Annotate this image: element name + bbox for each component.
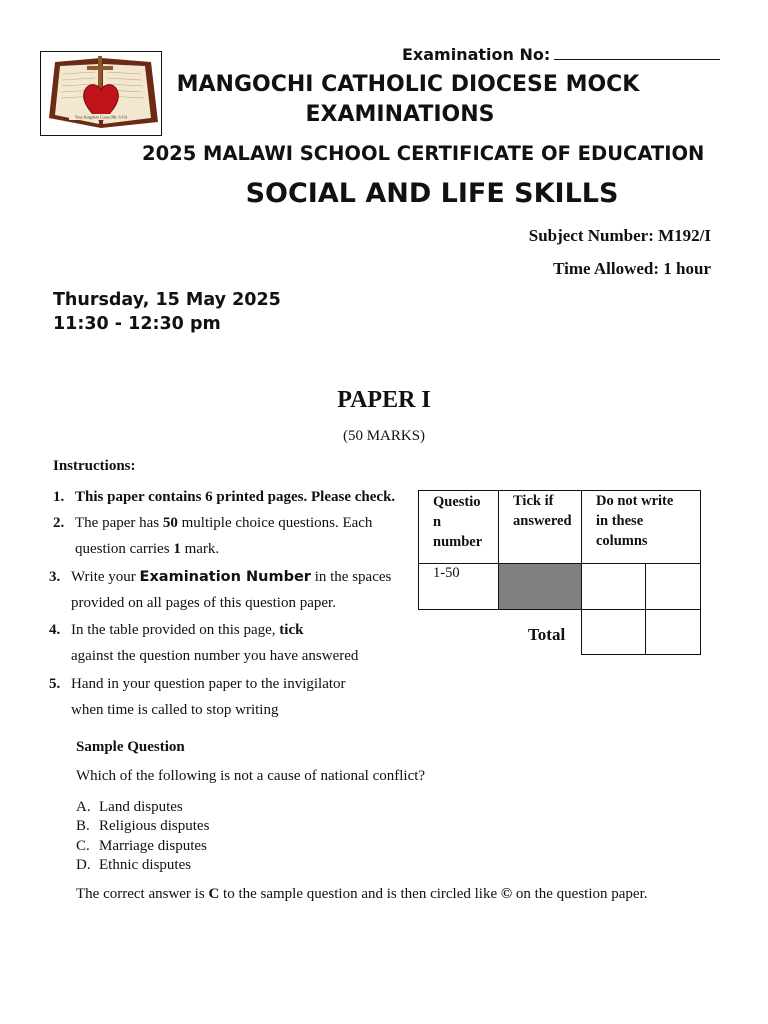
certificate-title: 2025 MALAWI SCHOOL CERTIFICATE OF EDUCATION bbox=[142, 142, 705, 165]
instruction-text: mark. bbox=[180, 541, 220, 557]
option-b bbox=[76, 817, 209, 836]
option-a bbox=[76, 798, 209, 817]
instruction-number: 2. bbox=[53, 515, 65, 531]
header-text: n bbox=[433, 514, 442, 530]
note-text: The correct answer is bbox=[76, 886, 209, 902]
instruction-bold: 50 bbox=[162, 515, 178, 531]
total-cell bbox=[582, 610, 646, 655]
note-text: to the sample question and is then circled like bbox=[219, 886, 501, 902]
instruction-number: 5. bbox=[49, 676, 61, 692]
instruction-continuation: against the question number you have answered bbox=[71, 648, 359, 664]
instruction-text: In the table provided on this page, bbox=[71, 622, 280, 638]
instruction-item bbox=[53, 510, 398, 562]
instruction-bold: tick bbox=[279, 622, 304, 638]
instructions-heading: Instructions: bbox=[53, 458, 136, 474]
instruction-item bbox=[49, 617, 394, 669]
instruction-text: Hand in your question paper to the invigilator bbox=[71, 676, 346, 692]
examinations-title: EXAMINATIONS bbox=[305, 102, 495, 127]
instruction-item bbox=[49, 564, 409, 616]
option-d bbox=[76, 856, 209, 875]
header-text: Do not write bbox=[596, 493, 674, 509]
instruction-text: in the spaces bbox=[310, 569, 392, 585]
time-allowed: Time Allowed: 1 hour bbox=[553, 259, 711, 278]
paper-title: PAPER I bbox=[337, 387, 431, 413]
sample-question-text: Which of the following is not a cause of national conflict? bbox=[76, 768, 426, 784]
header-text: answered bbox=[513, 513, 572, 529]
total-label: Total bbox=[528, 625, 566, 644]
instruction-text: question carries bbox=[75, 541, 174, 557]
tick-cell-shaded[interactable] bbox=[499, 564, 582, 610]
do-not-write-header bbox=[582, 491, 701, 564]
circled-c-symbol: © bbox=[500, 886, 513, 902]
instruction-text: The paper has bbox=[75, 515, 163, 531]
answer-note bbox=[76, 886, 648, 903]
instruction-item bbox=[53, 484, 395, 510]
option-c bbox=[76, 837, 209, 856]
examination-number-label: Examination No: bbox=[402, 45, 551, 64]
note-text: on the question paper. bbox=[512, 886, 648, 902]
header-text: Tick if bbox=[513, 493, 554, 509]
instruction-bold: 1 bbox=[173, 541, 181, 557]
option-letter: D. bbox=[76, 856, 91, 873]
examination-number-field bbox=[402, 45, 720, 64]
instruction-text: multiple choice questions. Each bbox=[177, 515, 373, 531]
question-number-header bbox=[419, 491, 499, 564]
sample-options bbox=[76, 798, 209, 875]
subject-number: Subject Number: M192/I bbox=[528, 226, 711, 245]
empty-cell bbox=[419, 610, 499, 655]
exam-date: Thursday, 15 May 2025 bbox=[53, 290, 281, 310]
header-text: columns bbox=[596, 533, 648, 549]
examiner-cell bbox=[582, 564, 646, 610]
tick-header bbox=[499, 491, 582, 564]
diocese-title: MANGOCHI CATHOLIC DIOCESE MOCK bbox=[176, 72, 640, 97]
instruction-number: 3. bbox=[49, 569, 61, 585]
option-letter: A. bbox=[76, 799, 91, 815]
instruction-item bbox=[49, 671, 394, 723]
option-letter: B. bbox=[76, 818, 90, 835]
instruction-bold: Examination Number bbox=[139, 569, 311, 585]
option-text: Ethnic disputes bbox=[99, 856, 192, 873]
paper-marks: (50 MARKS) bbox=[342, 428, 426, 444]
instruction-number: 1. bbox=[53, 489, 65, 505]
option-letter: C. bbox=[76, 837, 90, 854]
header-text: in these bbox=[596, 513, 644, 529]
exam-time: 11:30 - 12:30 pm bbox=[53, 314, 221, 334]
instruction-continuation: provided on all pages of this question paper. bbox=[71, 595, 336, 611]
instruction-continuation: when time is called to stop writing bbox=[71, 702, 279, 718]
examiner-cell bbox=[646, 564, 701, 610]
instruction-text: This paper contains 6 printed pages. Please check. bbox=[75, 489, 396, 505]
total-cell bbox=[646, 610, 701, 655]
question-range-cell: 1-50 bbox=[419, 564, 499, 610]
examination-number-line[interactable] bbox=[554, 46, 720, 60]
option-text: Marriage disputes bbox=[99, 837, 207, 854]
header-text: Questio bbox=[433, 494, 481, 510]
diocese-logo bbox=[40, 51, 162, 136]
instruction-continuation bbox=[53, 536, 398, 562]
instruction-text: Write your bbox=[71, 569, 140, 585]
header-text: number bbox=[433, 534, 483, 550]
sample-question-heading: Sample Question bbox=[76, 739, 185, 755]
bible-heart-logo-icon bbox=[41, 52, 161, 135]
logo-caption: Your Kingdom Come (Mt. 6:10) bbox=[75, 114, 127, 120]
instruction-number: 4. bbox=[49, 622, 61, 638]
option-text: Religious disputes bbox=[99, 818, 210, 835]
option-text: Land disputes bbox=[99, 799, 183, 815]
subject-title: SOCIAL AND LIFE SKILLS bbox=[245, 178, 619, 209]
note-bold: C bbox=[208, 886, 220, 902]
